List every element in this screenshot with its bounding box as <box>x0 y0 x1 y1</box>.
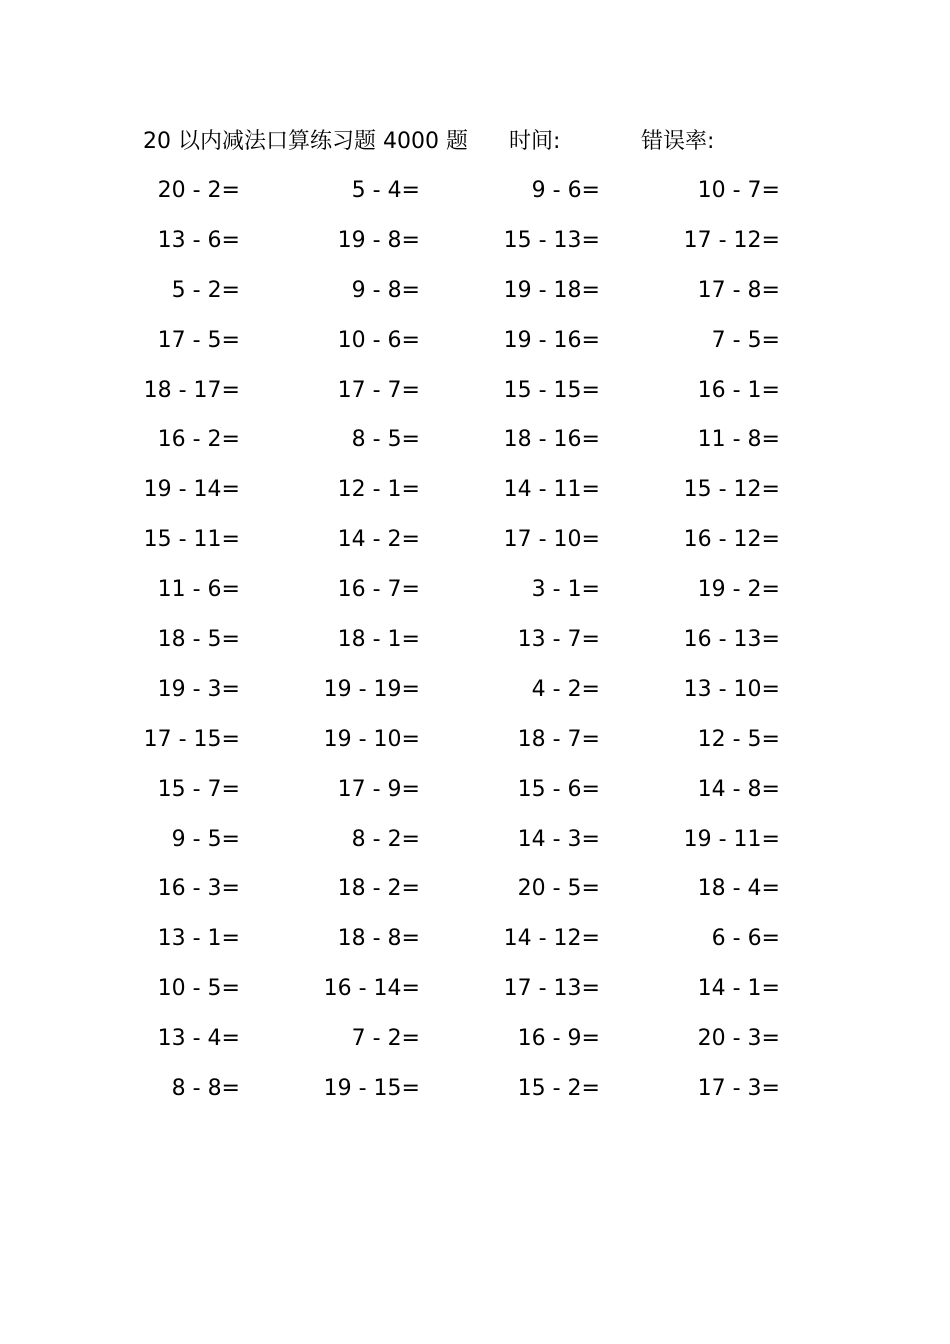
problem-item: 10 - 6= <box>337 327 420 353</box>
problem-item: 17 - 12= <box>683 227 780 253</box>
problem-item: 17 - 15= <box>143 726 240 752</box>
problem-grid <box>0 175 950 1123</box>
problem-row <box>0 574 950 624</box>
problem-item: 9 - 6= <box>531 178 600 203</box>
problem-item: 19 - 19= <box>323 676 420 702</box>
problem-item: 8 - 5= <box>351 427 420 453</box>
problem-row <box>0 175 950 225</box>
problem-item: 19 - 8= <box>337 227 420 253</box>
problem-item: 11 - 6= <box>157 577 240 603</box>
problem-item: 16 - 3= <box>157 876 240 902</box>
problem-item: 14 - 8= <box>697 776 780 802</box>
problem-item: 5 - 2= <box>171 277 240 303</box>
problem-item: 15 - 13= <box>503 227 600 253</box>
problem-item: 12 - 1= <box>337 477 420 503</box>
problem-item: 8 - 8= <box>171 1076 240 1102</box>
problem-item: 9 - 5= <box>171 826 240 852</box>
problem-item: 15 - 2= <box>517 1076 600 1102</box>
problem-item: 14 - 3= <box>517 826 600 852</box>
problem-item: 14 - 1= <box>697 976 780 1002</box>
error-rate-label: 错误率: <box>641 129 715 154</box>
problem-item: 15 - 6= <box>517 776 600 802</box>
problem-item: 15 - 11= <box>143 527 240 553</box>
worksheet-title: 20 以内减法口算练习题 4000 题 <box>143 129 468 154</box>
problem-row <box>0 724 950 774</box>
problem-item: 16 - 12= <box>683 527 780 553</box>
problem-row <box>0 674 950 724</box>
problem-item: 18 - 7= <box>517 726 600 752</box>
problem-item: 4 - 2= <box>531 676 600 702</box>
problem-item: 18 - 16= <box>503 427 600 453</box>
problem-item: 17 - 9= <box>337 776 420 802</box>
problem-item: 13 - 7= <box>517 627 600 653</box>
problem-row <box>0 474 950 524</box>
problem-item: 19 - 3= <box>157 676 240 702</box>
problem-item: 13 - 1= <box>157 926 240 952</box>
problem-row <box>0 923 950 973</box>
problem-item: 6 - 6= <box>711 926 780 952</box>
problem-item: 16 - 7= <box>337 577 420 603</box>
problem-row <box>0 424 950 474</box>
problem-item: 12 - 5= <box>697 726 780 752</box>
problem-item: 18 - 1= <box>337 627 420 653</box>
problem-item: 17 - 10= <box>503 527 600 553</box>
problem-item: 19 - 15= <box>323 1076 420 1102</box>
problem-row <box>0 524 950 574</box>
problem-item: 18 - 17= <box>143 377 240 403</box>
problem-item: 11 - 8= <box>697 427 780 453</box>
problem-item: 19 - 11= <box>683 826 780 852</box>
problem-item: 8 - 2= <box>351 826 420 852</box>
problem-item: 17 - 7= <box>337 377 420 403</box>
problem-item: 19 - 14= <box>143 477 240 503</box>
problem-item: 15 - 15= <box>503 377 600 403</box>
problem-item: 14 - 2= <box>337 527 420 553</box>
problem-item: 19 - 18= <box>503 277 600 303</box>
problem-item: 10 - 7= <box>697 178 780 203</box>
problem-item: 13 - 10= <box>683 676 780 702</box>
problem-item: 18 - 8= <box>337 926 420 952</box>
problem-row <box>0 225 950 275</box>
problem-item: 16 - 13= <box>683 627 780 653</box>
problem-item: 5 - 4= <box>351 178 420 203</box>
problem-item: 16 - 14= <box>323 976 420 1002</box>
problem-item: 18 - 2= <box>337 876 420 902</box>
problem-item: 15 - 12= <box>683 477 780 503</box>
problem-item: 13 - 6= <box>157 227 240 253</box>
problem-item: 20 - 5= <box>517 876 600 902</box>
problem-item: 19 - 10= <box>323 726 420 752</box>
problem-item: 19 - 2= <box>697 577 780 603</box>
problem-item: 20 - 3= <box>697 1026 780 1052</box>
problem-item: 3 - 1= <box>531 577 600 603</box>
problem-item: 10 - 5= <box>157 976 240 1002</box>
problem-item: 18 - 4= <box>697 876 780 902</box>
problem-item: 7 - 2= <box>351 1026 420 1052</box>
problem-item: 14 - 11= <box>503 477 600 503</box>
problem-item: 17 - 13= <box>503 976 600 1002</box>
problem-row <box>0 624 950 674</box>
problem-item: 13 - 4= <box>157 1026 240 1052</box>
problem-item: 17 - 8= <box>697 277 780 303</box>
problem-item: 14 - 12= <box>503 926 600 952</box>
problem-item: 18 - 5= <box>157 627 240 653</box>
problem-row <box>0 325 950 375</box>
problem-row <box>0 275 950 325</box>
problem-item: 19 - 16= <box>503 327 600 353</box>
worksheet-header <box>143 126 783 158</box>
problem-row <box>0 824 950 874</box>
problem-row <box>0 973 950 1023</box>
problem-item: 17 - 5= <box>157 327 240 353</box>
problem-item: 16 - 9= <box>517 1026 600 1052</box>
problem-row <box>0 1073 950 1123</box>
problem-item: 7 - 5= <box>711 327 780 353</box>
problem-item: 16 - 1= <box>697 377 780 403</box>
problem-row <box>0 873 950 923</box>
problem-item: 15 - 7= <box>157 776 240 802</box>
problem-item: 16 - 2= <box>157 427 240 453</box>
problem-row <box>0 774 950 824</box>
problem-row <box>0 375 950 425</box>
problem-row <box>0 1023 950 1073</box>
problem-item: 17 - 3= <box>697 1076 780 1102</box>
problem-item: 20 - 2= <box>157 178 240 203</box>
time-label: 时间: <box>509 129 561 154</box>
problem-item: 9 - 8= <box>351 277 420 303</box>
